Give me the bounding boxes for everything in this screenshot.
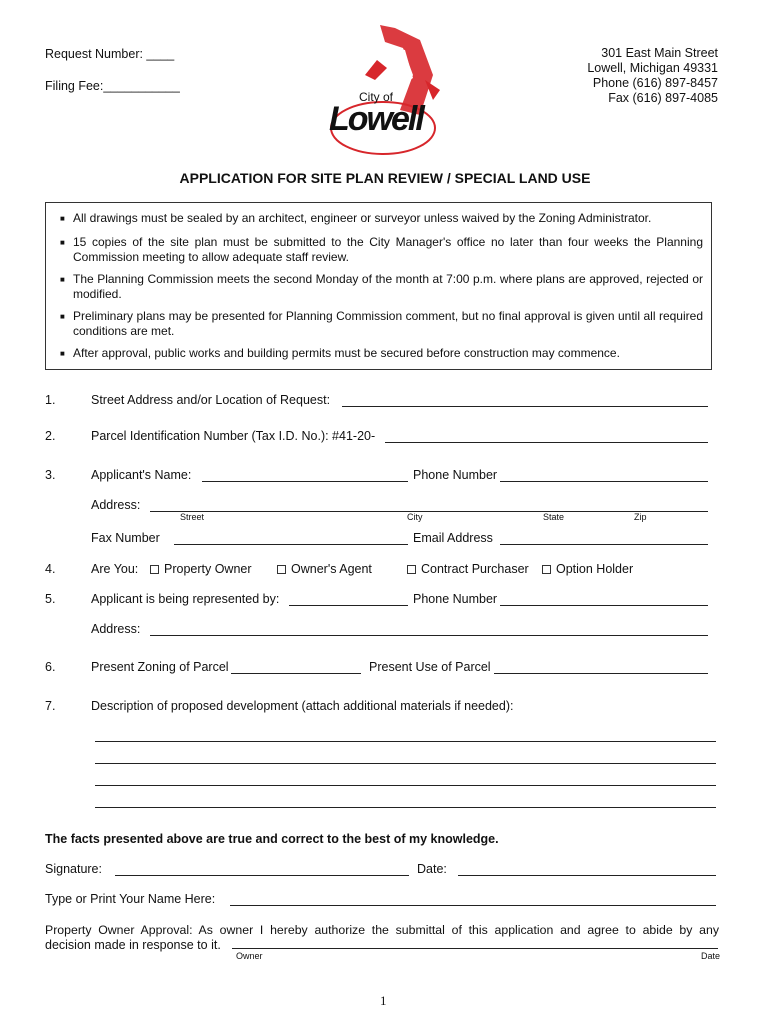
address-city: Lowell, Michigan 49331 xyxy=(587,61,718,75)
city-sublabel: City xyxy=(407,512,423,522)
print-name-label: Type or Print Your Name Here: xyxy=(45,892,216,906)
zip-sublabel: Zip xyxy=(634,512,647,522)
present-zoning-label: Present Zoning of Parcel xyxy=(91,660,229,674)
owners-agent-option[interactable]: Owner's Agent xyxy=(277,562,372,576)
address-street: 301 East Main Street xyxy=(601,46,718,60)
description-label: Description of proposed development (attach additional materials if needed): xyxy=(91,699,514,713)
item-number-6: 6. xyxy=(45,660,56,674)
address-label: Address: xyxy=(91,498,141,512)
email-address-field[interactable] xyxy=(500,544,708,545)
representative-address-field[interactable] xyxy=(150,635,708,636)
property-owner-option[interactable]: Property Owner xyxy=(150,562,252,576)
bullet-icon: ■ xyxy=(60,214,65,223)
logo-lowell-text: Lowell xyxy=(329,100,423,138)
signature-field[interactable] xyxy=(115,875,409,876)
representative-phone-field[interactable] xyxy=(500,605,708,606)
owner-approval-signature-field[interactable] xyxy=(232,948,718,949)
description-line[interactable] xyxy=(95,785,716,786)
applicant-address-field[interactable] xyxy=(150,511,708,512)
representative-address-label: Address: xyxy=(91,622,141,636)
bullet-icon: ■ xyxy=(60,349,65,358)
form-title: APPLICATION FOR SITE PLAN REVIEW / SPECIAL LAND USE xyxy=(179,170,591,186)
state-sublabel: State xyxy=(543,512,565,522)
contract-purchaser-option[interactable]: Contract Purchaser xyxy=(407,562,529,576)
print-name-field[interactable] xyxy=(230,905,716,906)
bullet-icon: ■ xyxy=(60,275,65,284)
checkbox-icon[interactable] xyxy=(150,565,159,574)
parcel-id-label: Parcel Identification Number (Tax I.D. No.): #41-20- xyxy=(91,429,376,443)
phone-number-field[interactable] xyxy=(500,481,708,482)
description-line[interactable] xyxy=(95,763,716,764)
owner-sublabel: Owner xyxy=(236,951,263,961)
owner-approval-text: Property Owner Approval: As owner I hereby authorize the submittal of this application and agree to abide by any xyxy=(45,923,719,937)
address-phone: Phone (616) 897-8457 xyxy=(592,76,718,90)
filing-fee-label: Filing Fee:___________ xyxy=(45,79,180,93)
bullet-icon: ■ xyxy=(60,238,65,247)
item-number-2: 2. xyxy=(45,429,56,443)
are-you-label: Are You: xyxy=(91,562,139,576)
owner-date-sublabel: Date xyxy=(701,951,721,961)
applicant-name-label: Applicant's Name: xyxy=(91,468,192,482)
description-line[interactable] xyxy=(95,741,716,742)
description-line[interactable] xyxy=(95,807,716,808)
signature-label: Signature: xyxy=(45,862,102,876)
present-use-label: Present Use of Parcel xyxy=(369,660,491,674)
checkbox-icon[interactable] xyxy=(277,565,286,574)
present-use-field[interactable] xyxy=(494,673,708,674)
checkbox-icon[interactable] xyxy=(542,565,551,574)
address-fax: Fax (616) 897-4085 xyxy=(608,91,718,105)
street-address-label: Street Address and/or Location of Request: xyxy=(91,393,331,407)
represented-by-label: Applicant is being represented by: xyxy=(91,592,280,606)
page-number: 1 xyxy=(380,993,387,1008)
street-sublabel: Street xyxy=(180,512,205,522)
date-label: Date: xyxy=(417,862,447,876)
item-number-3: 3. xyxy=(45,468,56,482)
item-number-4: 4. xyxy=(45,562,56,576)
applicant-name-field[interactable] xyxy=(202,481,408,482)
item-number-7: 7. xyxy=(45,699,56,713)
date-field[interactable] xyxy=(458,875,716,876)
fax-number-field[interactable] xyxy=(174,544,408,545)
present-zoning-field[interactable] xyxy=(231,673,361,674)
checkbox-icon[interactable] xyxy=(407,565,416,574)
certification-statement: The facts presented above are true and correct to the best of my knowledge. xyxy=(45,832,499,846)
parcel-id-field[interactable] xyxy=(385,442,708,443)
option-holder-option[interactable]: Option Holder xyxy=(542,562,633,576)
phone-number-label: Phone Number xyxy=(413,468,498,482)
fax-number-label: Fax Number xyxy=(91,531,160,545)
logo-city-of-text: City of xyxy=(359,90,394,104)
item-number-5: 5. xyxy=(45,592,56,606)
bullet-icon: ■ xyxy=(60,312,65,321)
representative-phone-label: Phone Number xyxy=(413,592,498,606)
city-logo xyxy=(325,20,445,160)
street-address-field[interactable] xyxy=(342,406,708,407)
email-address-label: Email Address xyxy=(413,531,493,545)
request-number-label: Request Number: ____ xyxy=(45,47,175,61)
item-number-1: 1. xyxy=(45,393,56,407)
owner-approval-text-continued: decision made in response to it. xyxy=(45,938,221,952)
represented-by-field[interactable] xyxy=(289,605,408,606)
